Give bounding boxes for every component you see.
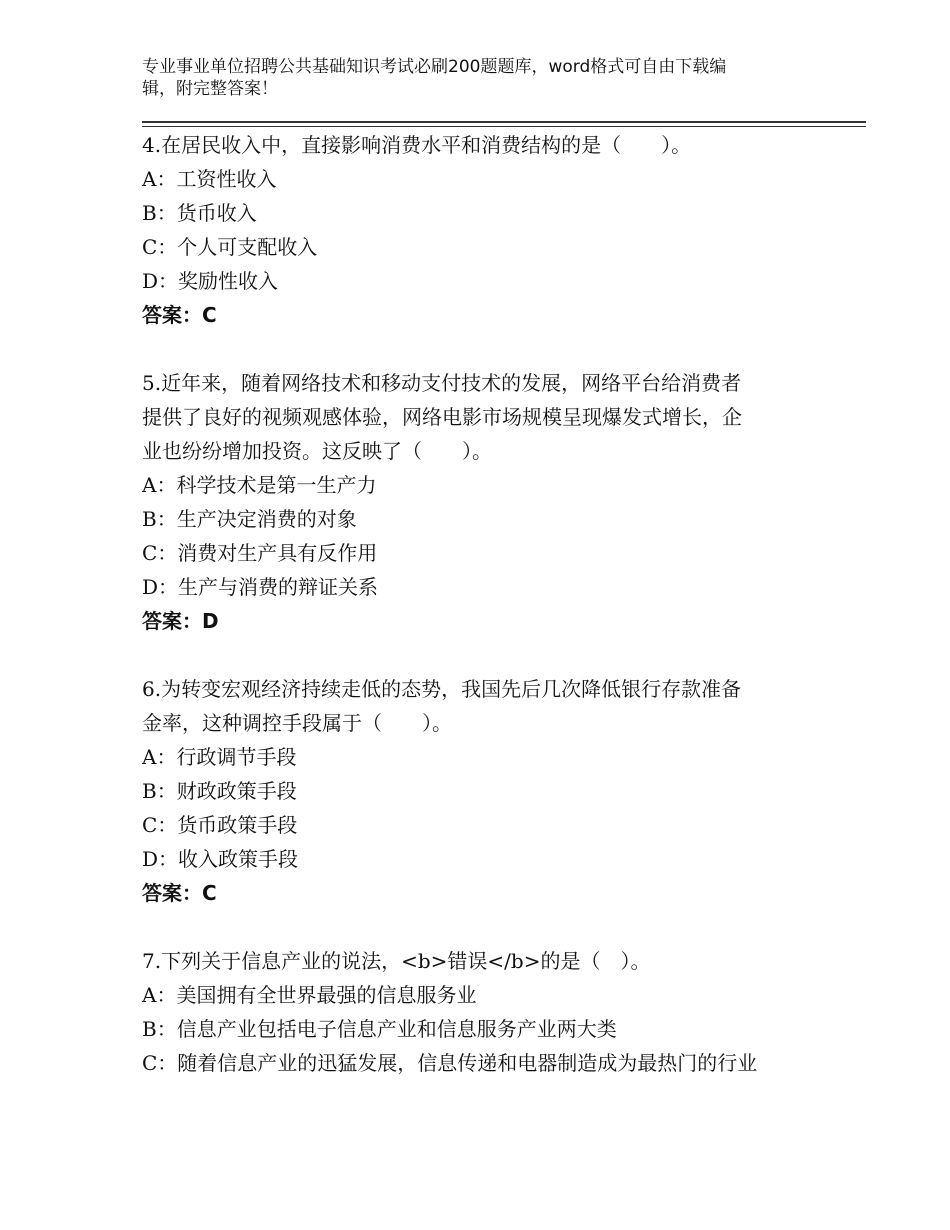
option-a: A：行政调节手段 xyxy=(142,745,297,769)
header-divider xyxy=(142,121,866,123)
option-c: C：货币政策手段 xyxy=(142,813,298,837)
option-d: D：生产与消费的辩证关系 xyxy=(142,575,379,599)
header-line: 专业事业单位招聘公共基础知识考试必刷200题题库，word格式可自由下载编 xyxy=(142,57,727,77)
question-5 xyxy=(142,366,822,638)
option-b: B：生产决定消费的对象 xyxy=(142,507,357,531)
question-text: 4.在居民收入中，直接影响消费水平和消费结构的是（ ）。 xyxy=(142,133,692,157)
option-b: B：信息产业包括电子信息产业和信息服务产业两大类 xyxy=(142,1017,617,1041)
option-c: C：消费对生产具有反作用 xyxy=(142,541,378,565)
question-text: 业也纷纷增加投资。这反映了（ ）。 xyxy=(142,439,492,463)
option-a: A：科学技术是第一生产力 xyxy=(142,473,377,497)
question-text: 7.下列关于信息产业的说法，<b>错误</b>的是（ ）。 xyxy=(142,949,651,973)
option-b: B：财政政策手段 xyxy=(142,779,297,803)
answer: 答案：C xyxy=(142,303,217,327)
option-d: D：奖励性收入 xyxy=(142,269,279,293)
option-d: D：收入政策手段 xyxy=(142,847,299,871)
option-c: C：个人可支配收入 xyxy=(142,235,318,259)
question-list xyxy=(142,128,822,1114)
option-a: A：工资性收入 xyxy=(142,167,277,191)
question-text: 金率，这种调控手段属于（ ）。 xyxy=(142,711,452,735)
option-c: C：随着信息产业的迅猛发展，信息传递和电器制造成为最热门的行业 xyxy=(142,1051,758,1075)
document-header xyxy=(142,56,802,100)
option-a: A：美国拥有全世界最强的信息服务业 xyxy=(142,983,477,1007)
answer: 答案：D xyxy=(142,609,219,633)
header-divider-thin xyxy=(142,126,866,127)
question-text: 提供了良好的视频观感体验，网络电影市场规模呈现爆发式增长，企 xyxy=(142,405,742,429)
option-b: B：货币收入 xyxy=(142,201,257,225)
header-line: 辑，附完整答案！ xyxy=(142,79,278,99)
question-4 xyxy=(142,128,822,332)
answer: 答案：C xyxy=(142,881,217,905)
question-text: 6.为转变宏观经济持续走低的态势，我国先后几次降低银行存款准备 xyxy=(142,677,742,701)
question-6 xyxy=(142,672,822,910)
question-7 xyxy=(142,944,822,1080)
question-text: 5.近年来，随着网络技术和移动支付技术的发展，网络平台给消费者 xyxy=(142,371,742,395)
